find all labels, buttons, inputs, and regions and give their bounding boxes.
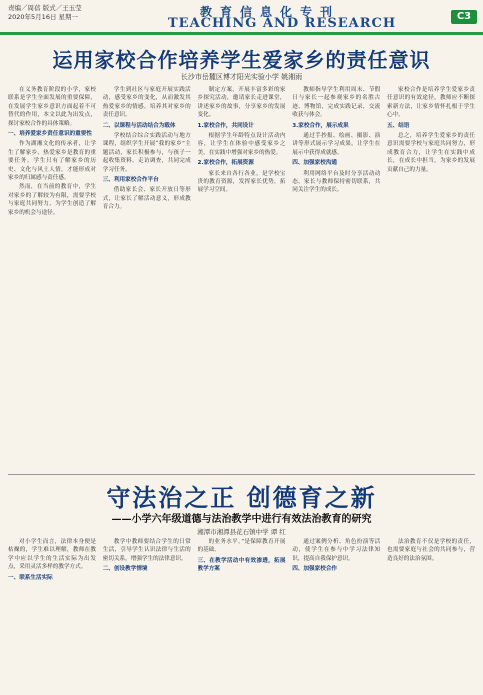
section-subheading: 三、在教学活动中有效渗透，拓展教学方案 (197, 557, 286, 573)
article1-body (8, 86, 475, 470)
article2-byline: 湘潭市湘潭县花石镇中学 谭 红 (197, 528, 286, 536)
section-subheading: 二、以课程与活动结合为载体 (102, 122, 176, 129)
section-subheading: 二、创设教学情境 (102, 566, 148, 573)
section-title-en: TEACHING AND RESEARCH (168, 16, 397, 31)
body-paragraph: 作为湖湘文化的传承者，让学生了解家乡、热爱家乡是教育的重要任务。学生只有了解家乡的历史、文化与风土人情，才能形成对家乡的归属感与责任感。 (8, 141, 96, 182)
text-column (387, 86, 475, 470)
body-paragraph: 学生到社区与家庭开展实践活动，感受家乡的变化，从而激发其热爱家乡的情感，培养其对家乡的责任意识。 (102, 87, 191, 119)
text-column (103, 538, 191, 690)
date-line: 2020年5月16日 星期一 (8, 13, 79, 21)
body-paragraph: 在义务教育阶段的小学，家校联系是学生全面发展的重要保障，在发展学生家乡意识方面起着不可替代的作用，本文以此为出发点，探讨家校合作的具体策略。 (8, 87, 96, 127)
article1-byline: 长沙市岳麓区博才阳光实验小学 姚湘雨 (180, 73, 303, 81)
editor-line: 责编／周蓓 版式／王玉莹 (8, 4, 82, 12)
article2-headline: 守法治之正 创德育之新 (106, 483, 377, 512)
body-paragraph: 法治教育不仅是学校的责任，也需要家庭与社会的共同参与，营造良好的法治氛围。 (387, 539, 475, 562)
section-subheading: 1.家校合作，共同设计 (197, 122, 254, 129)
newspaper-masthead (0, 0, 483, 34)
text-column (292, 86, 380, 470)
body-paragraph: 通过案例分析、角色扮演等活动，使学生在参与中学习法律知识，提高自我保护意识。 (292, 539, 381, 562)
text-column (103, 86, 191, 470)
body-paragraph: 总之，培养学生爱家乡的责任意识需要学校与家庭共同努力，形成教育合力，让学生在实践中成长，在成长中担当，为家乡的发展贡献自己的力量。 (387, 133, 475, 173)
article1-headline: 运用家校合作培养学生爱家乡的责任意识 (52, 48, 431, 72)
body-paragraph: 家长来自各行各业，是学校宝贵的教育资源，发挥家长优势，拓展学习空间。 (197, 170, 286, 194)
section-title-cn: 教育信息化专刊 (200, 5, 341, 19)
text-column (387, 538, 475, 690)
body-paragraph: 根据学生年龄特点设计活动内容，让学生在体验中感受家乡之美，在实践中增强对家乡的热爱。 (197, 133, 286, 156)
body-paragraph: 然而，在当前的教育中，学生对家乡的了解较为有限，需要学校与家庭共同努力，为学生创造了解家乡的机会与途径。 (8, 184, 96, 216)
body-paragraph: 借助家长会、家长开放日等形式，让家长了解活动意义，形成教育合力。 (102, 187, 191, 211)
body-paragraph: 学校结合综合实践活动与地方课程，组织学生开展“我的家乡”主题活动，家长积极参与，与孩子一起收集资料、走访调查，共同完成学习任务。 (102, 133, 191, 173)
section-subheading: 一、联系生活实际 (8, 574, 53, 581)
article2-subheadline: ——小学六年级道德与法治教学中进行有效法治教育的研究 (111, 514, 372, 525)
section-subheading: 一、培养爱家乡责任意识的重要性 (8, 131, 92, 138)
text-column (198, 538, 286, 690)
body-paragraph: 对小学生而言，法律本身便是枯燥的，学生难以理解，教师在教学中应以学生的生活实际为出发点，采用灵活多样的教学方式。 (8, 539, 96, 571)
section-subheading: 2.家校合作，拓展资源 (197, 160, 254, 167)
body-paragraph: 教学中教师要结合学生的日常生活，引导学生认识法律与生活的密切关系，增强学生的法律意识。 (102, 539, 191, 562)
body-paragraph: 利用网络平台及时分享活动动态，家长与教师保持密切联系，共同关注学生的成长。 (292, 170, 381, 194)
body-paragraph: 家校合作是培养学生爱家乡责任意识的有效途径，教师应不断探索新方法，让家乡情怀扎根于学生心中。 (387, 87, 475, 119)
section-subheading: 四、加强家校沟通 (292, 160, 338, 167)
body-paragraph: 的业务水平。”是保障教育开展的基础。 (197, 539, 286, 554)
text-column (292, 538, 380, 690)
text-column (8, 538, 96, 690)
body-paragraph: 通过手抄报、绘画、摄影、演讲等形式展示学习成果，让学生在展示中获得成就感。 (292, 133, 381, 156)
section-subheading: 三、利用家校合作平台 (102, 177, 159, 184)
body-paragraph: 制定方案，开展丰富多彩的家乡探究活动，邀请家长走进课堂，讲述家乡的故事，分享家乡的发展变化。 (197, 87, 286, 119)
section-subheading: 五、结语 (387, 122, 410, 129)
section-subheading: 四、加强家校合作 (292, 566, 338, 573)
section-subheading: 3.家校合作，展示成果 (292, 122, 349, 129)
editor-info (8, 4, 82, 22)
text-column (198, 86, 286, 470)
page-number-badge: C3 (451, 10, 477, 24)
body-paragraph: 教师指导学生利用周末、节假日与家长一起参观家乡的名胜古迹、博物馆，完成实践记录，交流收获与体会。 (292, 87, 381, 119)
article2-body (8, 538, 475, 690)
masthead-rule (0, 32, 483, 35)
article-divider (8, 474, 475, 475)
text-column (8, 86, 96, 470)
